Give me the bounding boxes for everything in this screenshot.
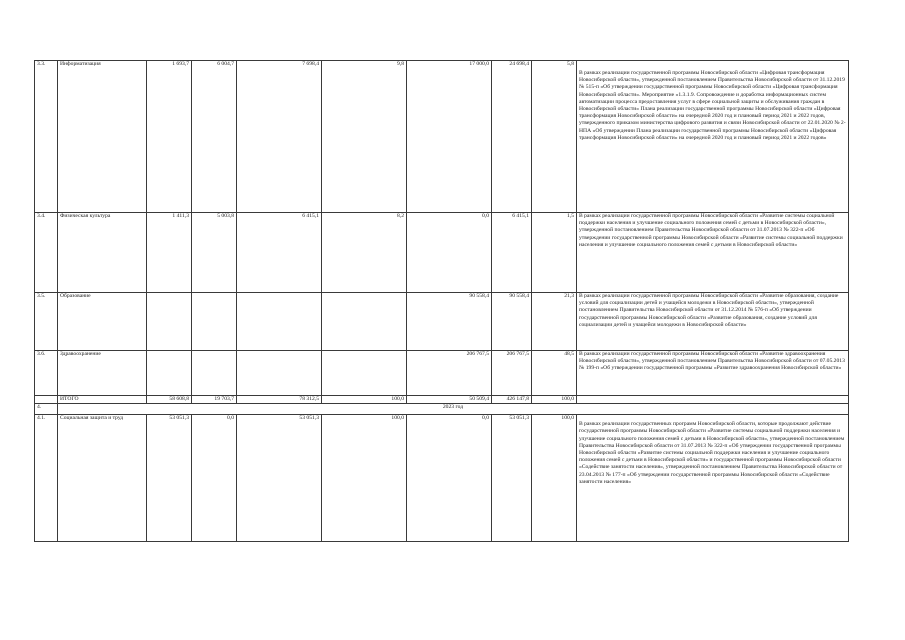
row-number: 3.4. xyxy=(35,213,58,293)
cell-value: 58 608,8 xyxy=(147,396,192,404)
cell-value: 6 415,1 xyxy=(492,213,532,293)
cell-value: 5,8 xyxy=(532,61,577,213)
cell-value xyxy=(147,293,192,351)
section-number: 4. xyxy=(35,404,58,415)
cell-value: 19 703,7 xyxy=(192,396,237,404)
cell-value xyxy=(192,293,237,351)
row-category: Информатизация xyxy=(58,61,147,213)
cell-value: 78 312,5 xyxy=(237,396,322,404)
cell-value: 9,8 xyxy=(322,61,407,213)
cell-value: 53 051,3 xyxy=(237,415,322,542)
cell-value: 21,3 xyxy=(532,293,577,351)
table-row xyxy=(35,61,849,213)
cell-value xyxy=(147,351,192,396)
note-text: В рамках реализации государственной программы Новосибирской области «Развитие системы социальной поддержки населения и улучшение социального положения семей с детьми в Новосибирской области», утвержденной постановлением Правительства Новосибирской области от 31.07.2013 № 322-п «Об утверждении государственной программы Новосибирской области «Развитие системы социальной поддержки населения и улучшение социального положения семей с детьми в Новосибирской области» xyxy=(579,213,843,248)
cell-value: 0,0 xyxy=(407,213,492,293)
table-row-total xyxy=(35,396,849,404)
cell-value: 6 004,7 xyxy=(192,61,237,213)
cell-value: 0,0 xyxy=(407,415,492,542)
cell-value: 100,0 xyxy=(532,396,577,404)
cell-value: 53 051,3 xyxy=(147,415,192,542)
budget-table xyxy=(34,60,849,542)
cell-value xyxy=(322,293,407,351)
section-header-row xyxy=(35,404,849,415)
cell-value xyxy=(192,351,237,396)
note-cell xyxy=(577,396,849,404)
row-number xyxy=(35,396,58,404)
table-row xyxy=(35,351,849,396)
section-title: 2023 год xyxy=(58,404,849,415)
table-row xyxy=(35,415,849,542)
cell-value: 1 411,3 xyxy=(147,213,192,293)
cell-value: 1,5 xyxy=(532,213,577,293)
row-category: Социальная защита и труд xyxy=(58,415,147,542)
cell-value: 206 767,5 xyxy=(407,351,492,396)
row-number: 3.5. xyxy=(35,293,58,351)
note-cell xyxy=(577,351,849,396)
row-category: Образование xyxy=(58,293,147,351)
cell-value xyxy=(322,351,407,396)
cell-value: 0,0 xyxy=(192,415,237,542)
note-text: В рамках реализации государственной программы Новосибирской области «Развитие здравоохранения Новосибирской области», утвержденной постановлением Правительства Новосибирской области от 07.05.2013 № 199-п «Об утверждении государственной программы «Развитие здравоохранения Новосибирской области» xyxy=(579,351,845,372)
cell-value: 50 509,4 xyxy=(407,396,492,404)
note-cell xyxy=(577,213,849,293)
row-category: Физическая культура xyxy=(58,213,147,293)
cell-value: 426 147,8 xyxy=(492,396,532,404)
cell-value: 7 698,4 xyxy=(237,61,322,213)
cell-value: 24 698,4 xyxy=(492,61,532,213)
cell-value xyxy=(237,351,322,396)
table-row xyxy=(35,213,849,293)
note-cell xyxy=(577,61,849,213)
cell-value: 8,2 xyxy=(322,213,407,293)
row-number: 4.1. xyxy=(35,415,58,542)
cell-value: 17 000,0 xyxy=(407,61,492,213)
cell-value: 90 558,4 xyxy=(492,293,532,351)
table-row xyxy=(35,293,849,351)
note-cell xyxy=(577,293,849,351)
row-category: Здравоохранение xyxy=(58,351,147,396)
note-text: В рамках реализации государственной программы Новосибирской области «Развитие образования, создание условий для социализации детей и учащейся молодежи в Новосибирской области», утвержденной постановлением Правительства Новосибирской области от 31.12.2014 № 576-п «Об утверждении государственной программы Новосибирской области «Развитие образования, создание условий для социализации детей и учащейся молодежи в Новосибирской области» xyxy=(579,293,839,328)
note-text: В рамках реализации государственной программы Новосибирской области «Цифровая трансформация Новосибирской области», утвержденной постановлением Правительства Новосибирской области от 31.12.2019 № 515-п «Об утверждении государственной программы Новосибирской области «Цифровая трансформация Новосибирской области». Мероприятие «1.3.1.9. Сопровождение и доработка информационных систем автоматизации процесса предоставления услуг в сфере социальной защиты и обслуживания граждан в Новосибирской области» Плана реализации государственной программы Новосибирской области «Цифровая трансформация Новосибирской области» на очередной 2020 год и плановый период 2021 и 2022 годов, утвержденного приказом министерства цифрового развития и связи Новосибирской области от 22.01.2020 № 2-НПА «Об утверждении Плана реализации государственной программы Новосибирской области «Цифровая трансформация Новосибирской области» на очередной 2020 год и плановый период 2021 и 2022 годов» xyxy=(579,70,846,141)
row-number: 3.3. xyxy=(35,61,58,213)
cell-value xyxy=(237,293,322,351)
cell-value: 100,0 xyxy=(532,415,577,542)
cell-value: 53 051,3 xyxy=(492,415,532,542)
note-cell xyxy=(577,415,849,542)
cell-value: 1 693,7 xyxy=(147,61,192,213)
cell-value: 100,0 xyxy=(322,396,407,404)
row-number: 3.6. xyxy=(35,351,58,396)
cell-value: 48,5 xyxy=(532,351,577,396)
cell-value: 90 558,4 xyxy=(407,293,492,351)
cell-value: 100,0 xyxy=(322,415,407,542)
cell-value: 5 003,8 xyxy=(192,213,237,293)
cell-value: 6 415,1 xyxy=(237,213,322,293)
total-label: ИТОГО xyxy=(58,396,147,404)
note-text: В рамках реализации государственных программ Новосибирской области, которые продолжают действие государственной программы Новосибирской области «Развитие системы социальной поддержки населения и улучшение социального положения семей с детьми в Новосибирской области», утвержденной постановлением Правительства Новосибирской области от 31.07.2013 № 322-п «Об утверждении государственной программы Новосибирской области «Развитие системы социальной поддержки населения и улучшение социального положения семей с детьми в Новосибирской области» и государственной программы Новосибирской области «Содействие занятости населения», утвержденной постановлением Правительства Новосибирской области от 23.04.2013 № 177-п «Об утверждении государственной программы Новосибирской области «Содействие занятости населения» xyxy=(579,421,845,485)
cell-value: 206 767,5 xyxy=(492,351,532,396)
